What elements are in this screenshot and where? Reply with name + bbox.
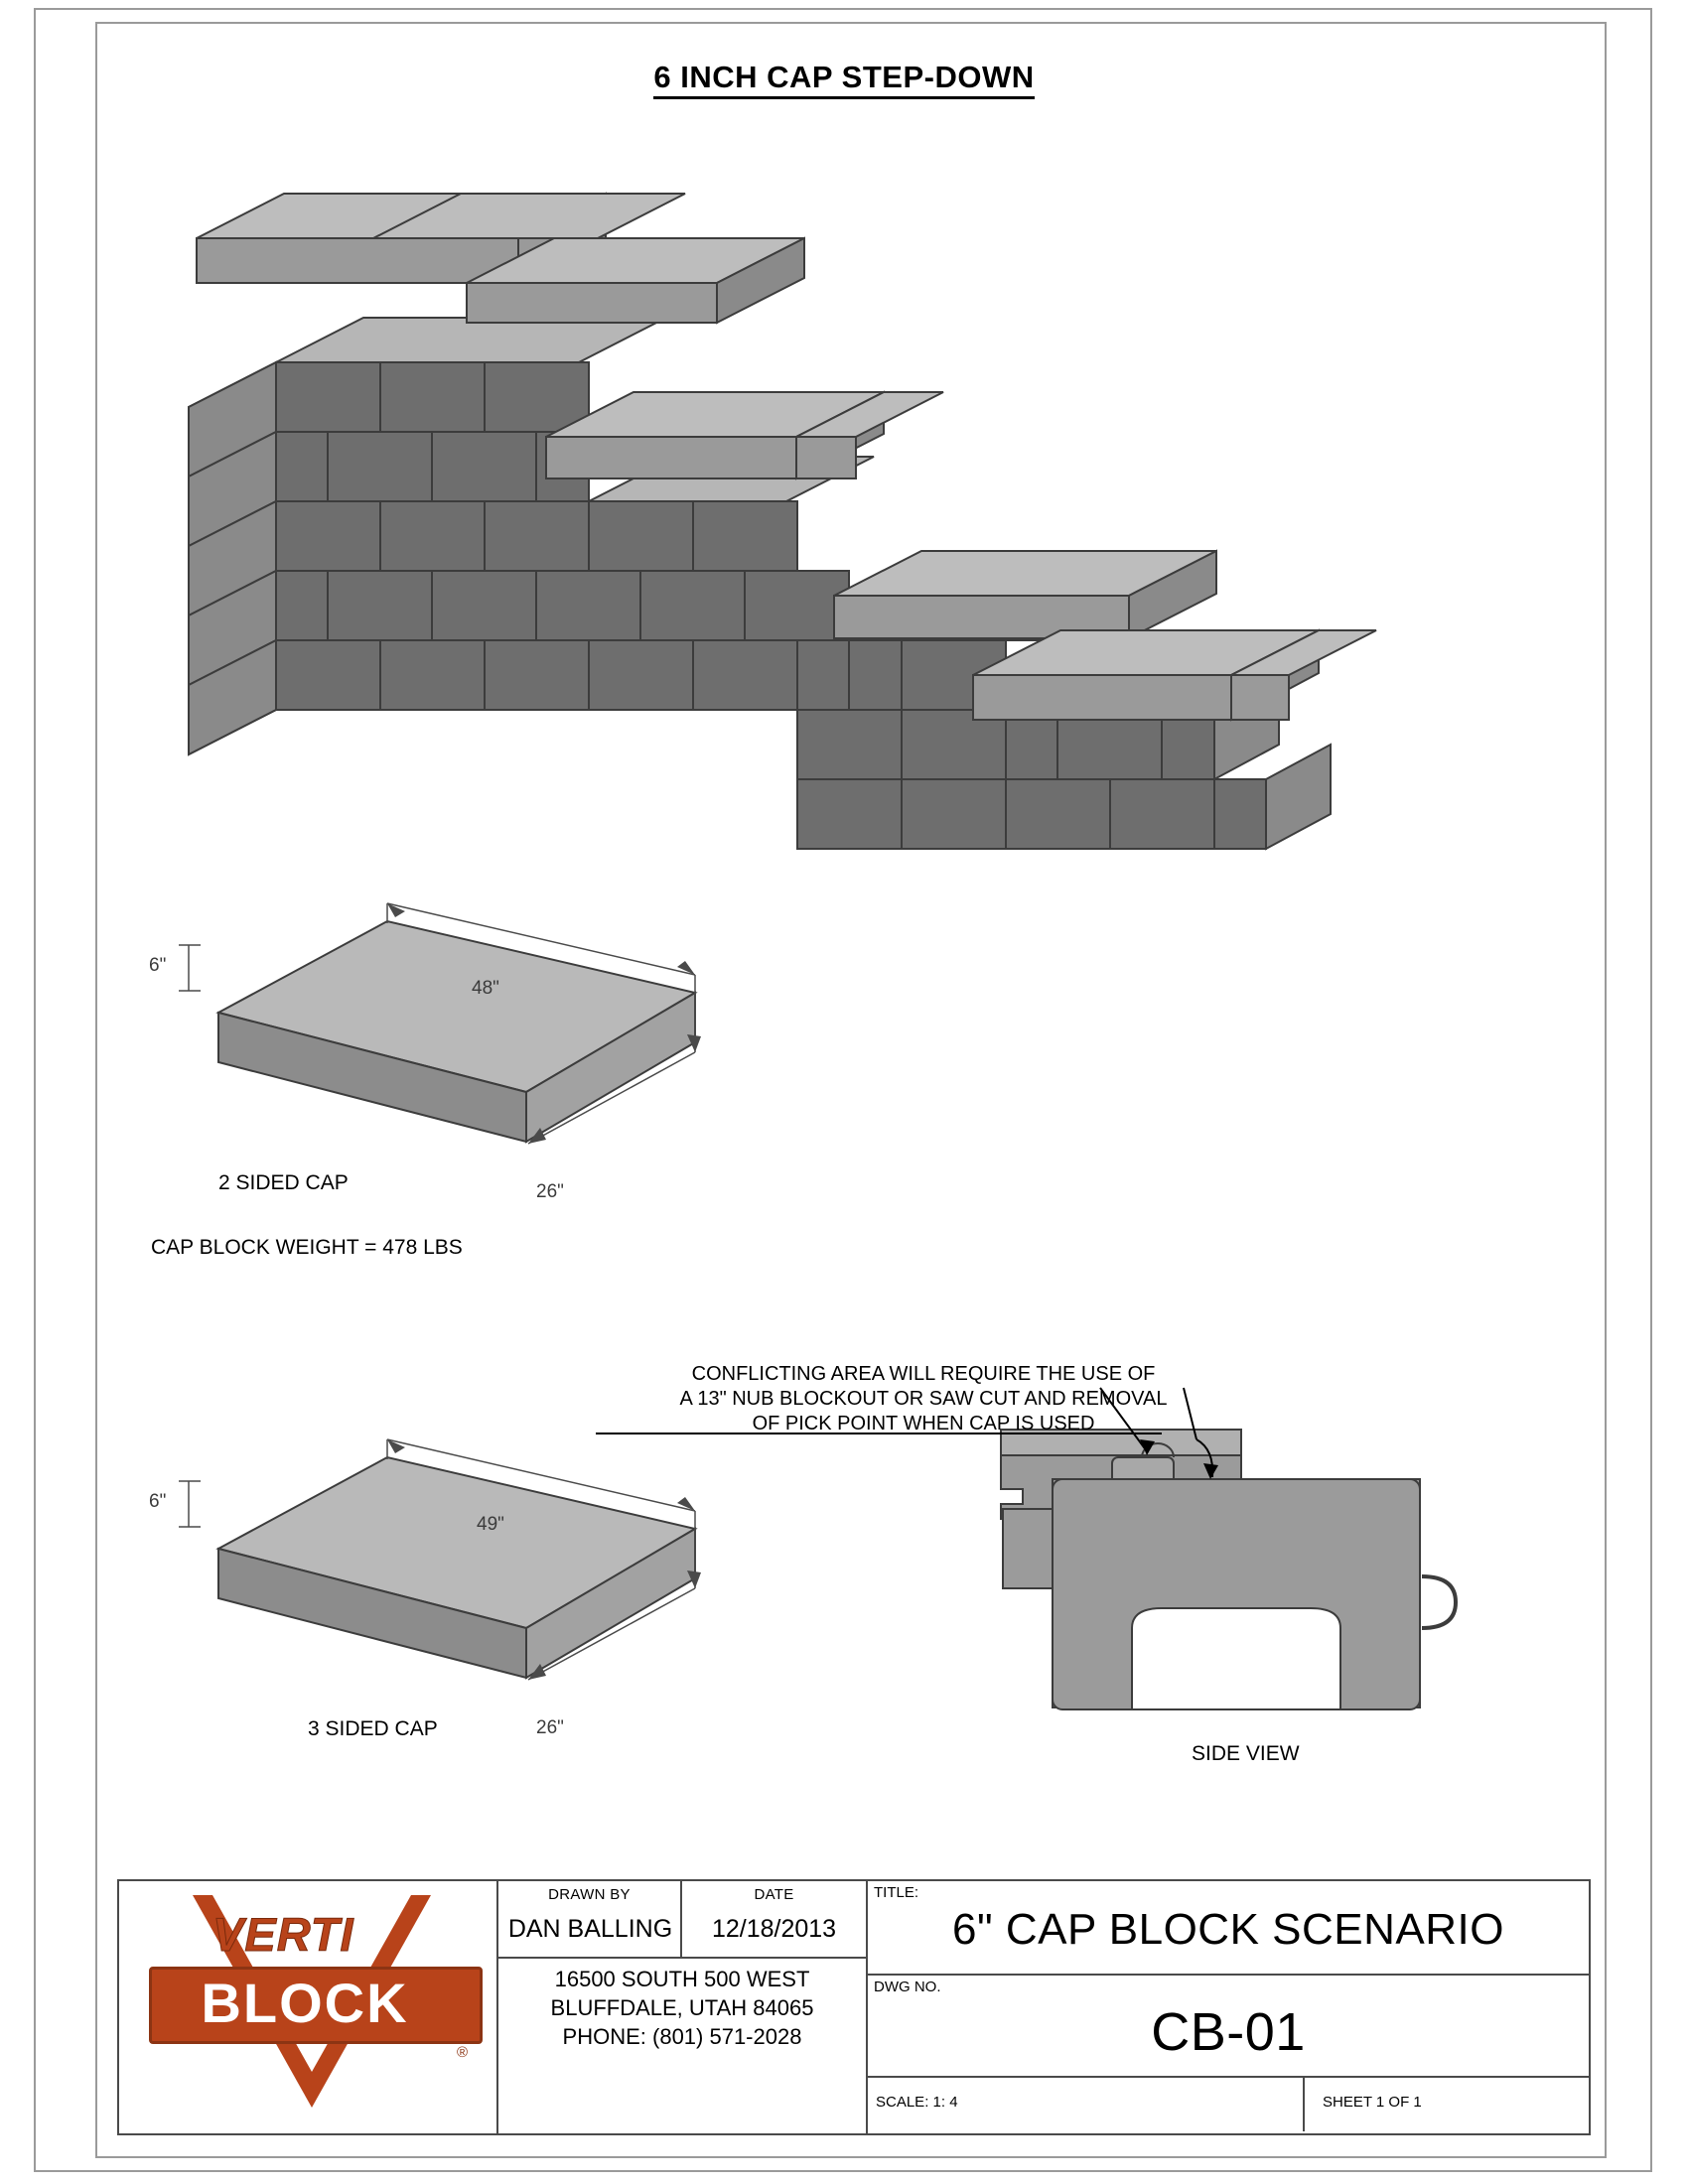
- cap2-name-label: 2 SIDED CAP: [218, 1171, 349, 1194]
- logo-verti-text: VERTI: [212, 1908, 354, 1961]
- cap2-length-dim: 48": [472, 978, 499, 999]
- cap3-width-dim: 26": [536, 1717, 564, 1738]
- cap-lower: [834, 551, 1216, 638]
- title-block-middle: [498, 1881, 868, 2133]
- address-line-3: PHONE: (801) 571-2028: [562, 2024, 802, 2050]
- page-title: [0, 60, 1688, 95]
- cap2-weight-note: CAP BLOCK WEIGHT = 478 LBS: [151, 1236, 463, 1259]
- cap2-width-dim: 26": [536, 1181, 564, 1202]
- wall-middle-tier: [546, 392, 943, 501]
- sheet-value: SHEET 1 OF 1: [1323, 2094, 1422, 2111]
- dwg-no-row: [868, 1976, 1589, 2078]
- cap2-height-dim: 6": [149, 955, 167, 976]
- two-sided-cap-view: [139, 884, 874, 1300]
- title-label: TITLE:: [874, 1884, 919, 1901]
- page-title-text: 6 INCH CAP STEP-DOWN: [653, 60, 1034, 99]
- address-line-1: 16500 SOUTH 500 WEST: [554, 1967, 810, 1991]
- date-value: 12/18/2013: [711, 1915, 837, 1943]
- title-block: [117, 1879, 1591, 2135]
- company-logo: [119, 1881, 498, 2133]
- cap-upper-lower-shelf-front: [467, 283, 717, 323]
- scale-sheet-row: [868, 2078, 1589, 2133]
- side-view-left-lip: [1003, 1509, 1053, 1588]
- cap3-height-dim: 6": [149, 1491, 167, 1512]
- logo-registered-mark: ®: [457, 2044, 469, 2061]
- side-view-label: SIDE VIEW: [1192, 1742, 1300, 1765]
- dwg-label: DWG NO.: [874, 1979, 941, 1995]
- note-line-1: CONFLICTING AREA WILL REQUIRE THE USE OF: [691, 1363, 1156, 1385]
- note-underline-svg: [0, 1420, 1688, 1479]
- address-line-2: BLUFFDALE, UTAH 84065: [550, 1995, 814, 2021]
- scale-value: SCALE: 1: 4: [868, 2078, 1305, 2131]
- date-label: DATE: [754, 1886, 794, 1903]
- drawn-by-label: DRAWN BY: [548, 1886, 631, 1903]
- cap3-name-label: 3 SIDED CAP: [308, 1717, 438, 1740]
- drawn-by-value: DAN BALLING: [507, 1915, 673, 1943]
- side-view-void: [1132, 1608, 1340, 1709]
- note-line-2: A 13" NUB BLOCKOUT OR SAW CUT AND REMOVAL: [679, 1388, 1168, 1410]
- wall-top-upper: [276, 318, 666, 362]
- dwg-number-value: CB-01: [1151, 2002, 1306, 2062]
- note-line-3: OF PICK POINT WHEN CAP IS USED: [752, 1413, 1095, 1434]
- drawing-title-value: 6" CAP BLOCK SCENARIO: [952, 1905, 1504, 1954]
- logo-block-text: BLOCK: [201, 1972, 409, 2034]
- drawing-title-row: [868, 1881, 1589, 1976]
- side-view-lift-loop: [1422, 1576, 1456, 1628]
- three-sided-cap-view: [139, 1420, 874, 1837]
- title-block-right: [868, 1881, 1589, 2133]
- cap3-length-dim: 49": [477, 1514, 504, 1535]
- company-address: [498, 1965, 866, 2051]
- three-sided-cap-svg: [139, 1420, 894, 1846]
